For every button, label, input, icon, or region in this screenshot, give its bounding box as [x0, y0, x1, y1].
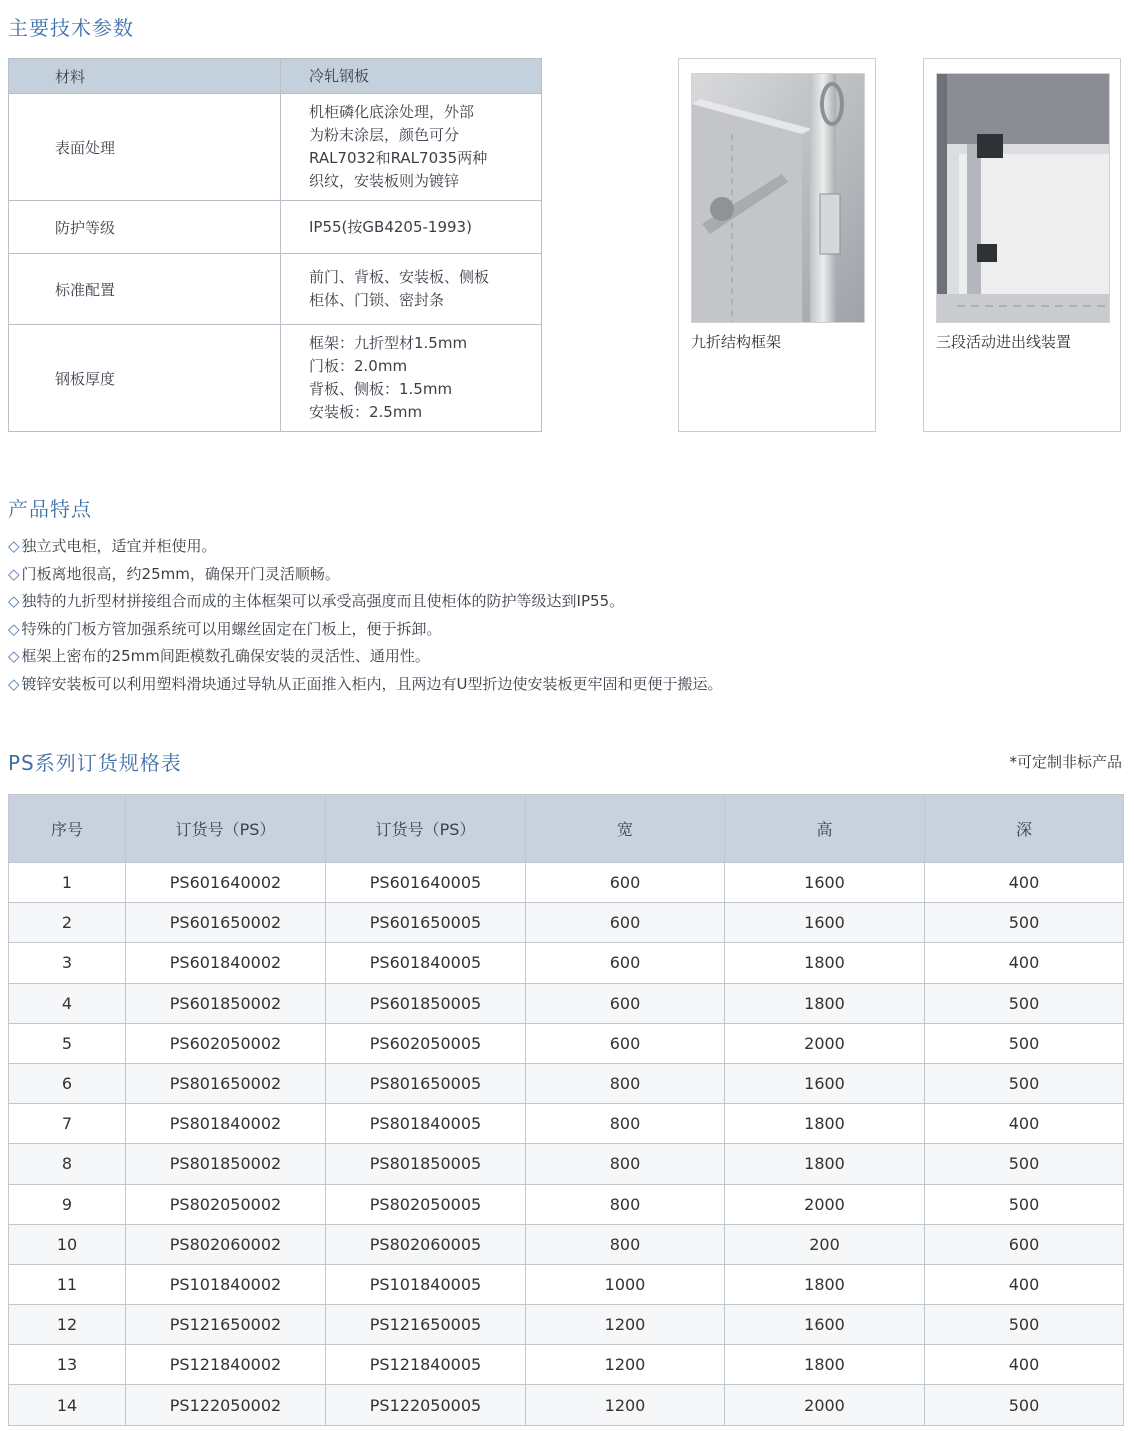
column-header: 高: [725, 795, 925, 863]
cable-entry-photo: [936, 73, 1110, 323]
table-cell: PS601850002: [126, 983, 326, 1023]
table-cell: PS121650005: [326, 1305, 526, 1345]
photo-card-frame: [678, 58, 876, 432]
table-cell: 10: [9, 1224, 126, 1264]
feature-item: ◇ 特殊的门板方管加强系统可以用螺丝固定在门板上，便于拆卸。: [8, 619, 442, 638]
table-cell: 1800: [725, 1104, 925, 1144]
table-cell: 1600: [725, 1305, 925, 1345]
spec-row: [9, 325, 542, 432]
table-cell: PS121840002: [126, 1345, 326, 1385]
table-row: [9, 903, 1124, 943]
diamond-bullet-icon: ◇: [8, 537, 20, 555]
column-header: 序号: [9, 795, 126, 863]
table-row: [9, 1144, 1124, 1184]
table-cell: 1200: [526, 1385, 725, 1425]
spec-key: 防护等级: [9, 201, 281, 254]
feature-item: ◇ 镀锌安装板可以利用塑料滑块通过导轨从正面推入柜内，且两边有U型折边使安装板更牢固和更便于搬运。: [8, 674, 723, 693]
table-cell: PS121840005: [326, 1345, 526, 1385]
table-cell: PS802050005: [326, 1184, 526, 1224]
table-cell: PS602050005: [326, 1023, 526, 1063]
table-cell: PS601850005: [326, 983, 526, 1023]
photo-caption: 三段活动进出线装置: [936, 333, 1072, 351]
table-cell: 600: [526, 983, 725, 1023]
column-header: 深: [925, 795, 1124, 863]
table-cell: 1000: [526, 1264, 725, 1304]
table-row: [9, 983, 1124, 1023]
spec-value: 机柜磷化底涂处理，外部 为粉末涂层，颜色可分 RAL7032和RAL7035两种 织纹，安装板则为镀锌: [309, 103, 488, 190]
table-cell: 2000: [725, 1184, 925, 1224]
table-cell: 600: [526, 943, 725, 983]
table-cell: PS601840002: [126, 943, 326, 983]
table-row: [9, 1264, 1124, 1304]
column-header: 订货号（PS）: [326, 795, 526, 863]
table-cell: PS801840005: [326, 1104, 526, 1144]
table-row: [9, 1345, 1124, 1385]
table-cell: 400: [925, 1104, 1124, 1144]
table-cell: PS601640002: [126, 863, 326, 903]
table-cell: 4: [9, 983, 126, 1023]
table-cell: 500: [925, 1023, 1124, 1063]
spec-key: 表面处理: [9, 94, 281, 201]
spec-value: IP55(按GB4205-1993): [281, 201, 542, 254]
table-cell: 1800: [725, 1345, 925, 1385]
table-cell: 500: [925, 1144, 1124, 1184]
table-cell: PS802050002: [126, 1184, 326, 1224]
table-cell: 800: [526, 1144, 725, 1184]
table-cell: PS801840002: [126, 1104, 326, 1144]
table-cell: 14: [9, 1385, 126, 1425]
table-cell: PS122050005: [326, 1385, 526, 1425]
order-table-title: PS系列订货规格表: [8, 751, 182, 775]
table-cell: 400: [925, 1345, 1124, 1385]
table-cell: 500: [925, 1184, 1124, 1224]
order-table-body: [9, 863, 1124, 1426]
table-cell: 2000: [725, 1385, 925, 1425]
table-row: [9, 1385, 1124, 1425]
frame-photo: [691, 73, 865, 323]
table-cell: 12: [9, 1305, 126, 1345]
table-cell: 400: [925, 863, 1124, 903]
table-cell: 2: [9, 903, 126, 943]
table-cell: 400: [925, 943, 1124, 983]
spec-row: [9, 201, 542, 254]
spec-table: [8, 58, 542, 432]
spec-row: [9, 254, 542, 325]
feature-item: ◇ 框架上密布的25mm间距模数孔确保安装的灵活性、通用性。: [8, 647, 430, 665]
table-cell: PS602050002: [126, 1023, 326, 1063]
table-cell: PS101840005: [326, 1264, 526, 1304]
table-row: [9, 1023, 1124, 1063]
table-cell: 500: [925, 1063, 1124, 1103]
table-cell: 600: [526, 863, 725, 903]
table-row: [9, 1305, 1124, 1345]
table-cell: 1600: [725, 863, 925, 903]
table-cell: 200: [725, 1224, 925, 1264]
table-row: [9, 1063, 1124, 1103]
spec-value: 前门、背板、安装板、侧板 柜体、门锁、密封条: [309, 268, 490, 309]
table-cell: PS121650002: [126, 1305, 326, 1345]
spec-value: 框架：九折型材1.5mm 门板：2.0mm 背板、侧板：1.5mm 安装板：2.5mm: [309, 334, 468, 421]
table-cell: 800: [526, 1104, 725, 1144]
table-cell: 7: [9, 1104, 126, 1144]
table-row: [9, 1224, 1124, 1264]
table-row: [9, 863, 1124, 903]
spec-value: 冷轧钢板: [281, 59, 542, 94]
table-cell: 500: [925, 1305, 1124, 1345]
diamond-bullet-icon: ◇: [8, 619, 20, 638]
table-cell: PS801650005: [326, 1063, 526, 1103]
table-cell: PS801650002: [126, 1063, 326, 1103]
table-cell: 3: [9, 943, 126, 983]
photo-caption: 九折结构框架: [691, 333, 782, 351]
table-cell: 1800: [725, 943, 925, 983]
table-cell: 1200: [526, 1345, 725, 1385]
table-cell: 1600: [725, 1063, 925, 1103]
spec-key: 标准配置: [9, 254, 281, 325]
table-cell: PS122050002: [126, 1385, 326, 1425]
table-cell: PS802060002: [126, 1224, 326, 1264]
table-cell: 1: [9, 863, 126, 903]
table-cell: 6: [9, 1063, 126, 1103]
table-cell: PS601650005: [326, 903, 526, 943]
table-cell: PS601650002: [126, 903, 326, 943]
spec-row: [9, 59, 542, 94]
table-row: [9, 1184, 1124, 1224]
feature-item: ◇ 独特的九折型材拼接组合而成的主体框架可以承受高强度而且使柜体的防护等级达到IP55。: [8, 592, 625, 610]
table-row: [9, 1104, 1124, 1144]
features-title: 产品特点: [8, 497, 92, 521]
table-cell: PS801850002: [126, 1144, 326, 1184]
spec-row: [9, 94, 542, 201]
table-cell: PS801850005: [326, 1144, 526, 1184]
spec-key: 钢板厚度: [9, 325, 281, 432]
table-cell: PS601640005: [326, 863, 526, 903]
column-header: 宽: [526, 795, 725, 863]
diamond-bullet-icon: ◇: [8, 564, 20, 583]
table-cell: 800: [526, 1224, 725, 1264]
table-cell: 8: [9, 1144, 126, 1184]
feature-list: [8, 533, 723, 698]
table-cell: PS101840002: [126, 1264, 326, 1304]
table-cell: 800: [526, 1184, 725, 1224]
feature-item: ◇ 独立式电柜，适宜并柜使用。: [8, 537, 217, 555]
photo-card-cable-entry: [923, 58, 1121, 432]
table-cell: 400: [925, 1264, 1124, 1304]
column-header: 订货号（PS）: [126, 795, 326, 863]
table-cell: 600: [526, 903, 725, 943]
table-cell: 800: [526, 1063, 725, 1103]
table-cell: 13: [9, 1345, 126, 1385]
table-cell: 600: [925, 1224, 1124, 1264]
custom-note: *可定制非标产品: [1009, 753, 1122, 771]
table-cell: 1800: [725, 1264, 925, 1304]
order-table: [8, 794, 1124, 1426]
table-cell: 1800: [725, 983, 925, 1023]
diamond-bullet-icon: ◇: [8, 592, 20, 610]
table-cell: 500: [925, 1385, 1124, 1425]
diamond-bullet-icon: ◇: [8, 647, 20, 665]
table-cell: PS802060005: [326, 1224, 526, 1264]
table-cell: 1600: [725, 903, 925, 943]
table-cell: 9: [9, 1184, 126, 1224]
table-cell: 5: [9, 1023, 126, 1063]
spec-section-title: 主要技术参数: [8, 16, 134, 40]
spec-key: 材料: [9, 59, 281, 94]
table-cell: 1800: [725, 1144, 925, 1184]
table-cell: 1200: [526, 1305, 725, 1345]
table-cell: 600: [526, 1023, 725, 1063]
table-cell: 2000: [725, 1023, 925, 1063]
diamond-bullet-icon: ◇: [8, 674, 20, 693]
table-header-row: [9, 795, 1124, 863]
cable-entry-illustration: [937, 74, 1109, 322]
frame-illustration: [692, 74, 864, 322]
table-cell: 500: [925, 983, 1124, 1023]
table-cell: 11: [9, 1264, 126, 1304]
table-cell: PS601840005: [326, 943, 526, 983]
feature-item: ◇ 门板离地很高，约25mm，确保开门灵活顺畅。: [8, 564, 340, 583]
table-cell: 500: [925, 903, 1124, 943]
table-row: [9, 943, 1124, 983]
